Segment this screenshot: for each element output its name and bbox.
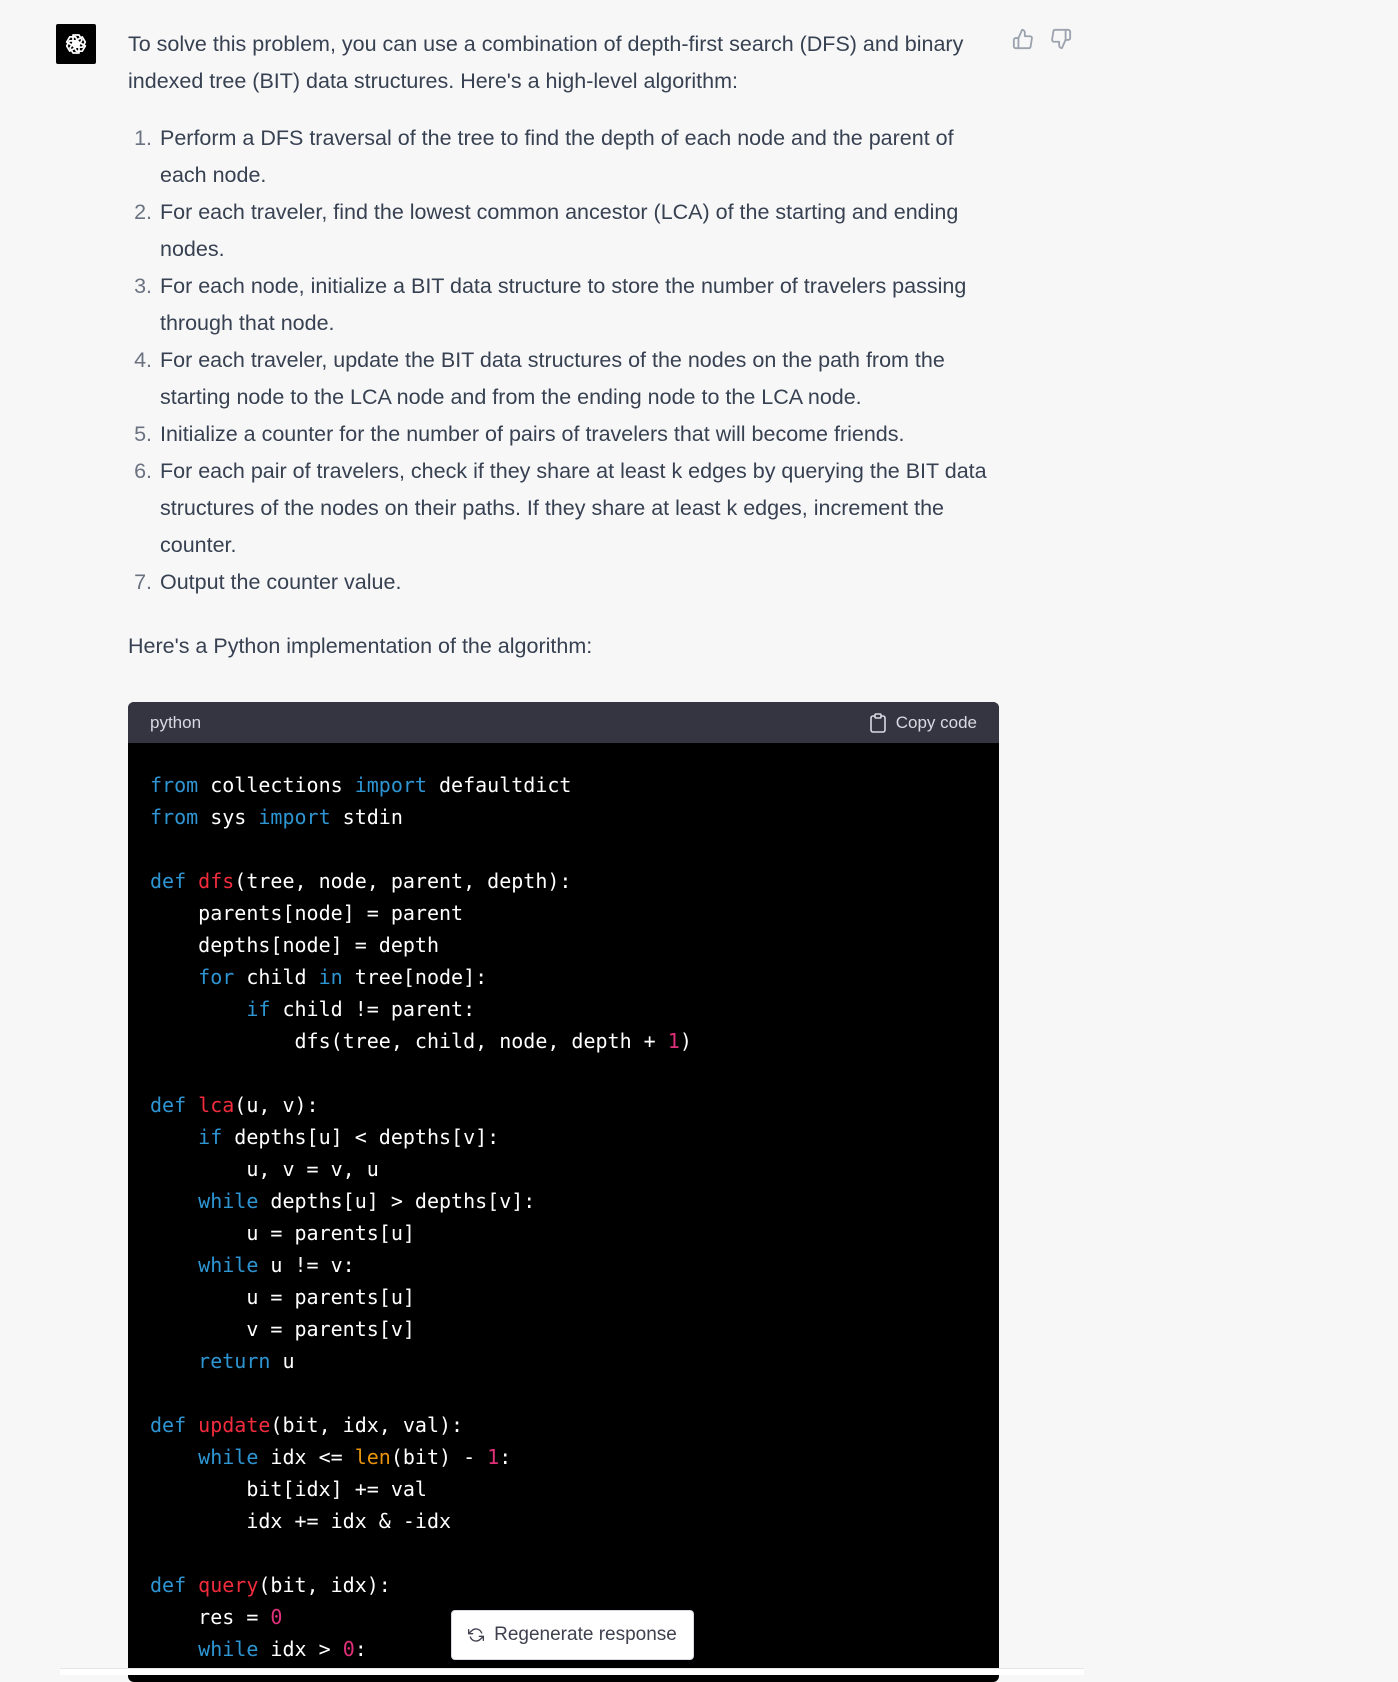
- code-token: [150, 1253, 198, 1277]
- list-item: 5. Initialize a counter for the number of pairs of travelers that will become friends.: [158, 416, 1000, 453]
- code-line: [150, 1249, 977, 1281]
- code-token: u, v = v, u: [150, 1157, 379, 1181]
- code-line: [150, 1409, 977, 1441]
- code-line: [150, 1441, 977, 1473]
- code-token: [186, 1413, 198, 1437]
- code-token: ): [679, 1029, 692, 1053]
- code-token: (bit) -: [390, 1445, 488, 1469]
- code-line: [150, 865, 977, 897]
- code-line: [150, 1345, 977, 1377]
- code-line: [150, 1121, 977, 1153]
- code-line: [150, 1089, 977, 1121]
- code-line: [150, 801, 977, 833]
- code-line: [150, 1473, 977, 1505]
- code-token: u = parents[u]: [150, 1221, 415, 1245]
- code-line: [150, 961, 977, 993]
- code-token: query: [198, 1573, 259, 1597]
- feedback-buttons: [1012, 28, 1074, 52]
- code-token: from: [150, 805, 199, 829]
- code-token: idx <=: [258, 1445, 355, 1469]
- code-token: :: [499, 1445, 512, 1469]
- list-item: 7. Output the counter value.: [158, 564, 1000, 601]
- clipboard-icon: [869, 713, 887, 733]
- code-token: import: [258, 805, 331, 829]
- code-token: [150, 1445, 198, 1469]
- code-token: idx += idx & -idx: [150, 1509, 452, 1533]
- code-token: len: [354, 1445, 391, 1469]
- code-token: (u, v):: [234, 1093, 319, 1117]
- code-token: def: [150, 1413, 187, 1437]
- code-token: while: [198, 1253, 259, 1277]
- code-token: def: [150, 869, 187, 893]
- code-token: (bit, idx, val):: [270, 1413, 464, 1437]
- code-line: [150, 1377, 977, 1409]
- code-line: [150, 1537, 977, 1569]
- thumbs-down-icon[interactable]: [1050, 28, 1074, 52]
- code-intro: Here's a Python implementation of the algorithm:: [128, 634, 593, 658]
- code-token: depths[u] < depths[v]:: [222, 1125, 500, 1149]
- code-line: [150, 1217, 977, 1249]
- code-token: sys: [198, 805, 259, 829]
- list-item: 6. For each pair of travelers, check if they share at least k edges by querying the BIT data structures of the nodes on their paths. If they share at least k edges, increment the counter.: [158, 453, 1000, 564]
- code-token: u != v:: [258, 1253, 355, 1277]
- code-token: from: [150, 773, 199, 797]
- code-token: lca: [198, 1093, 235, 1117]
- code-token: import: [354, 773, 427, 797]
- regenerate-response-button[interactable]: [451, 1610, 694, 1660]
- assistant-message: [128, 26, 1000, 665]
- code-line: [150, 1505, 977, 1537]
- code-token: collections: [198, 773, 355, 797]
- code-token: dfs: [198, 869, 235, 893]
- code-token: res =: [150, 1605, 271, 1629]
- code-token: idx >: [258, 1637, 343, 1661]
- code-line: [150, 929, 977, 961]
- code-token: return: [198, 1349, 271, 1373]
- code-token: stdin: [330, 805, 403, 829]
- code-token: [150, 1125, 198, 1149]
- algorithm-steps: [128, 120, 1000, 601]
- code-token: defaultdict: [426, 773, 572, 797]
- code-token: depths[u] > depths[v]:: [258, 1189, 536, 1213]
- code-content: [128, 743, 999, 1682]
- code-token: [150, 1637, 198, 1661]
- list-item: 4. For each traveler, update the BIT data structures of the nodes on the path from the starting node to the LCA node and from the ending node to the LCA node.: [158, 342, 1000, 416]
- code-token: 1: [667, 1029, 680, 1053]
- code-line: [150, 1057, 977, 1089]
- thumbs-up-icon[interactable]: [1012, 28, 1036, 52]
- code-token: depths[node] = depth: [150, 933, 439, 957]
- code-language-label: python: [150, 712, 202, 732]
- code-token: [186, 869, 198, 893]
- code-token: def: [150, 1093, 187, 1117]
- code-token: [150, 965, 198, 989]
- code-line: [150, 897, 977, 929]
- code-token: (bit, idx):: [258, 1573, 391, 1597]
- assistant-avatar: [56, 24, 96, 64]
- code-line: [150, 1185, 977, 1217]
- code-token: [150, 1349, 198, 1373]
- code-token: :: [354, 1637, 367, 1661]
- message-intro: To solve this problem, you can use a combination of depth-first search (DFS) and binary indexed tree (BIT) data structures. Here's a high-level algorithm:: [128, 32, 964, 93]
- code-token: tree[node]:: [342, 965, 488, 989]
- list-item: 3. For each node, initialize a BIT data structure to store the number of travelers passing through that node.: [158, 268, 1000, 342]
- code-line: [150, 769, 977, 801]
- code-token: def: [150, 1573, 187, 1597]
- code-token: (tree, node, parent, depth):: [234, 869, 572, 893]
- code-line: [150, 1569, 977, 1601]
- code-line: [150, 1025, 977, 1057]
- code-token: dfs(tree, child, node, depth +: [150, 1029, 668, 1053]
- code-token: [150, 1189, 198, 1213]
- list-item: 1. Perform a DFS traversal of the tree to find the depth of each node and the parent of each node.: [158, 120, 1000, 194]
- code-token: child: [234, 965, 319, 989]
- code-token: bit[idx] += val: [150, 1477, 427, 1501]
- code-token: if: [198, 1125, 223, 1149]
- code-token: v = parents[v]: [150, 1317, 415, 1341]
- code-token: 1: [487, 1445, 500, 1469]
- code-token: in: [318, 965, 343, 989]
- code-token: [186, 1573, 198, 1597]
- copy-code-label: Copy code: [895, 712, 977, 732]
- code-token: [186, 1093, 198, 1117]
- code-token: while: [198, 1637, 259, 1661]
- code-token: while: [198, 1445, 259, 1469]
- code-token: for: [198, 965, 235, 989]
- code-block: [128, 702, 999, 1682]
- code-line: [150, 833, 977, 865]
- code-token: 0: [342, 1637, 355, 1661]
- copy-code-button[interactable]: [869, 713, 977, 733]
- code-token: u: [270, 1349, 295, 1373]
- code-line: [150, 1313, 977, 1345]
- refresh-icon: [468, 1627, 484, 1643]
- code-token: u = parents[u]: [150, 1285, 415, 1309]
- code-line: [150, 1153, 977, 1185]
- code-token: update: [198, 1413, 271, 1437]
- code-line: [150, 1281, 977, 1313]
- code-token: while: [198, 1189, 259, 1213]
- code-token: 0: [270, 1605, 283, 1629]
- list-item: 2. For each traveler, find the lowest common ancestor (LCA) of the starting and ending nodes.: [158, 194, 1000, 268]
- regenerate-label: Regenerate response: [494, 1624, 677, 1645]
- code-header: [128, 702, 999, 743]
- code-token: [150, 997, 246, 1021]
- code-line: [150, 993, 977, 1025]
- code-token: parents[node] = parent: [150, 901, 464, 925]
- openai-logo-icon: [62, 30, 90, 58]
- code-token: child != parent:: [270, 997, 476, 1021]
- code-token: if: [246, 997, 271, 1021]
